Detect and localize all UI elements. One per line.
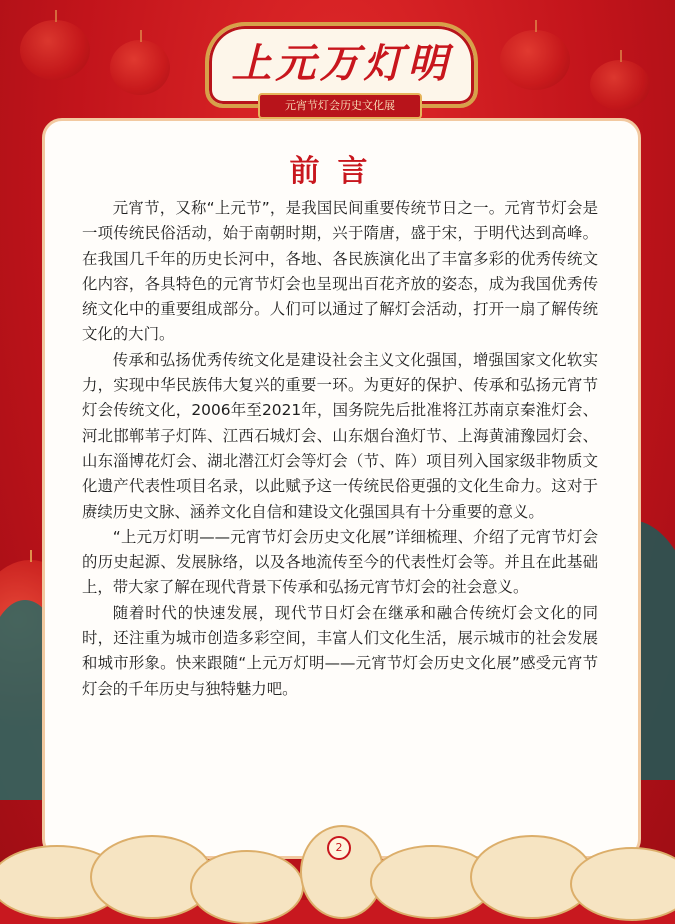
banner-subtitle: 元宵节灯会历史文化展 bbox=[258, 93, 422, 119]
banner-title: 上元万灯明 bbox=[231, 40, 452, 87]
paragraph: 随着时代的快速发展，现代节日灯会在继承和融合传统灯会文化的同时，还注重为城市创造多彩空间，丰富人们文化生活，展示城市的社会发展和城市形象。快来跟随“上元万灯明——元宵节灯会历史文化展”感受元宵节灯会的千年历史与独特魅力吧。 bbox=[82, 603, 598, 698]
page-number: 2 bbox=[327, 836, 351, 860]
body-text bbox=[82, 196, 598, 702]
paragraph: 传承和弘扬优秀传统文化是建设社会主义文化强国，增强国家文化软实力，实现中华民族伟大复兴的重要一环。为更好的保护、传承和弘扬元宵节灯会传统文化，2006年至2021年，国务院先后批准将江苏南京秦淮灯会、河北邯郸苇子灯阵、江西石城灯会、山东烟台渔灯节、上海黄浦豫园灯会、山东淄博花灯会、湖北潜江灯会等灯会（节、阵）项目列入国家级非物质文化遗产代表性项目名录，以此赋予这一传统民俗更强的文化生命力。这对于赓续历史文脉、涵养文化自信和建设文化强国具有十分重要的意义。 bbox=[82, 350, 598, 521]
lantern-decoration bbox=[110, 40, 170, 95]
lantern-decoration bbox=[500, 30, 570, 90]
cloud-decoration bbox=[570, 847, 675, 921]
paragraph: 元宵节，又称“上元节”，是我国民间重要传统节日之一。元宵节灯会是一项传统民俗活动，始于南朝时期，兴于隋唐，盛于宋，于明代达到高峰。在我国几千年的历史长河中，各地、各民族演化出了丰富多彩的优秀传统文化内容，各具特色的元宵节灯会也呈现出百花齐放的姿态，成为我国优秀传统文化中的重要组成部分。人们可以通过了解灯会活动，打开一扇了解传统文化的大门。 bbox=[82, 199, 598, 344]
paragraph: “上元万灯明——元宵节灯会历史文化展”详细梳理、介绍了元宵节灯会的历史起源、发展脉络，以及各地流传至今的代表性灯会等。并且在此基础上，带大家了解在现代背景下传承和弘扬元宵节灯会的社会意义。 bbox=[82, 527, 598, 597]
page-heading: 前言 bbox=[289, 154, 386, 189]
lantern-decoration bbox=[20, 20, 90, 80]
lantern-decoration bbox=[590, 60, 650, 110]
cloud-decoration bbox=[190, 850, 304, 924]
